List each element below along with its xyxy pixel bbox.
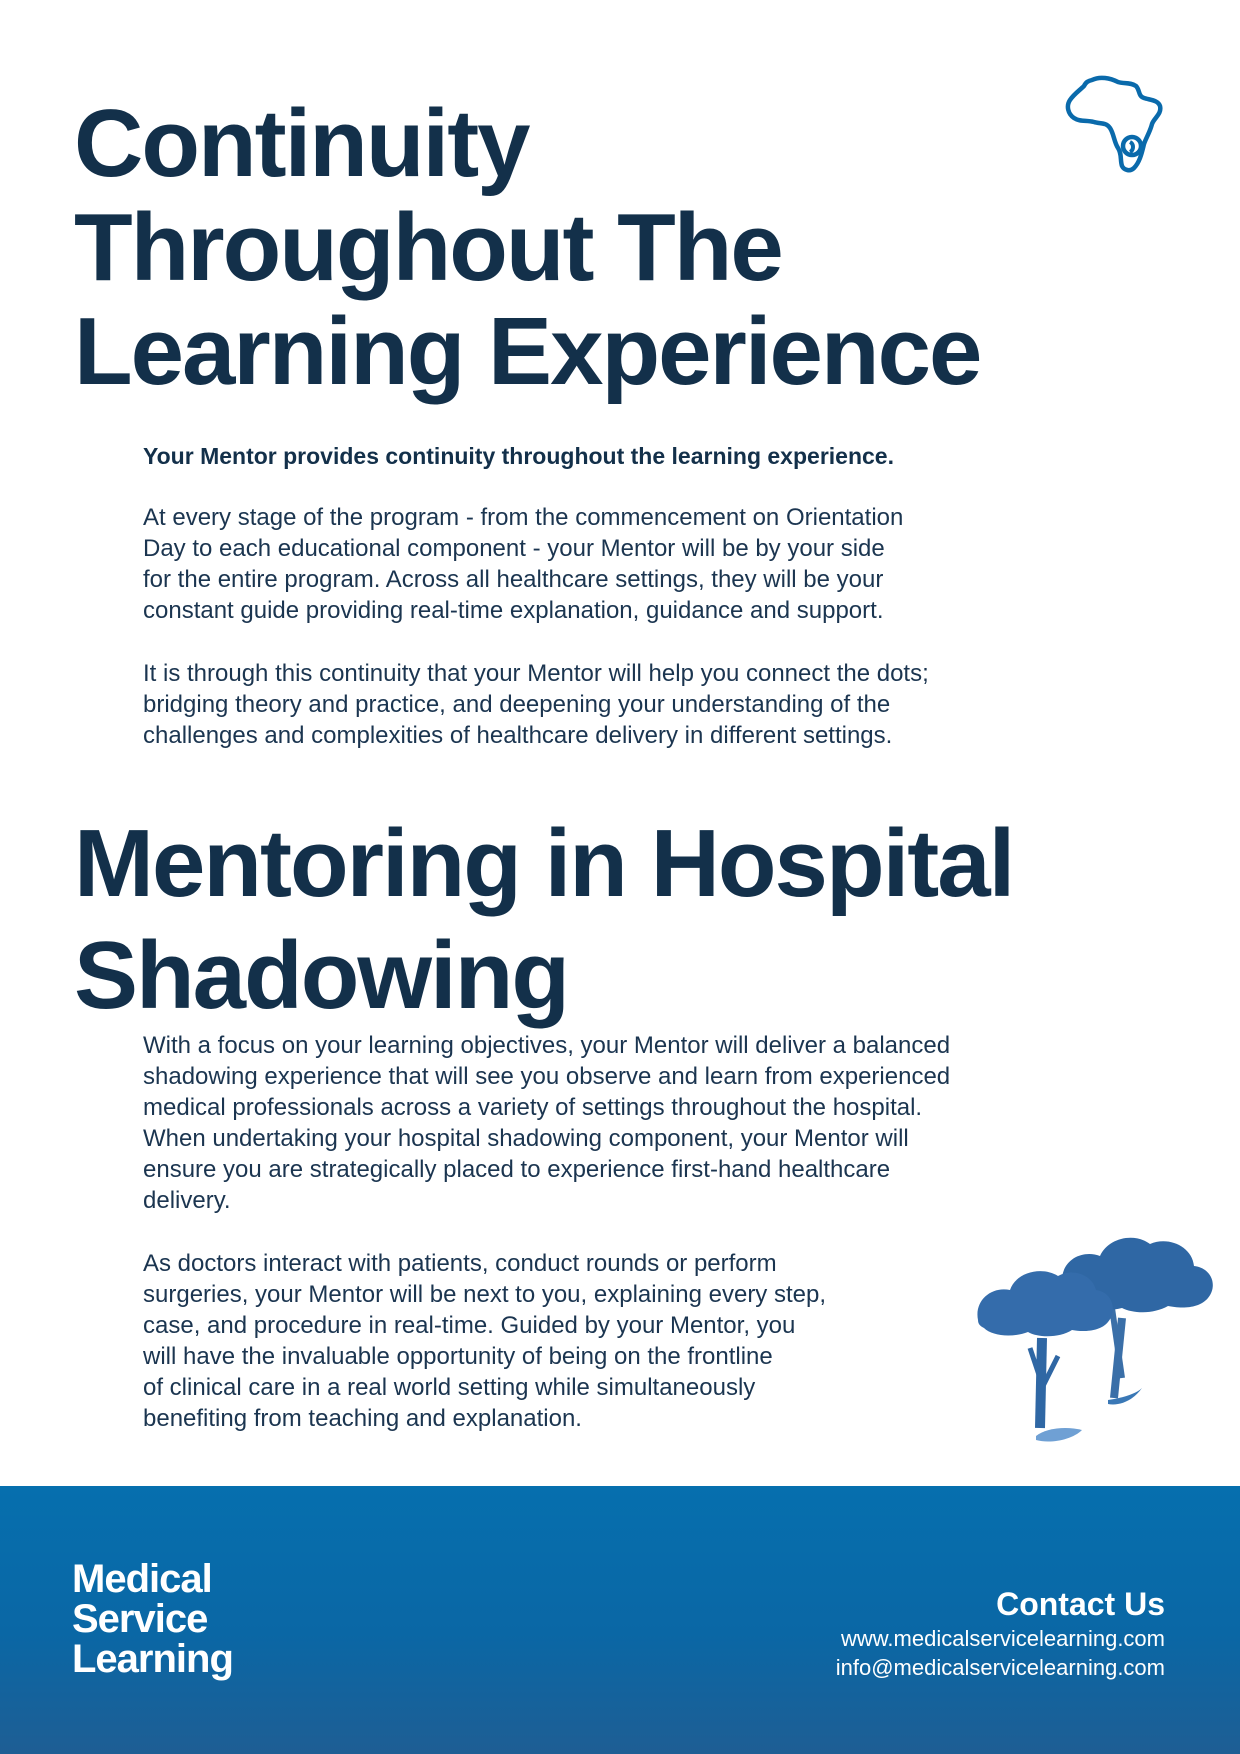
contact-title: Contact Us — [996, 1586, 1165, 1622]
title-line: Throughout The — [74, 194, 782, 301]
trees-illustration — [972, 1228, 1218, 1448]
footer — [0, 1486, 1240, 1754]
title-line: Mentoring in Hospital — [74, 810, 1014, 917]
section-continuity — [143, 440, 1123, 783]
brand-line: Medical — [72, 1557, 212, 1601]
brand-line: Service — [72, 1597, 208, 1641]
africa-map-icon — [1064, 72, 1164, 178]
paragraph: It is through this continuity that your Mentor will help you connect the dots; bridging theory and practice, and deepening your understanding of the challenges and complexities of healthcare delivery in different settings. — [143, 660, 929, 749]
paragraph: With a focus on your learning objectives, your Mentor will deliver a balanced shadowing experience that will see you observe and learn from experienced medical professionals across a variety of settings throughout the hospital. When undertaking your hospital shadowing component, your Mentor will ensure you are strategically placed to experience first-hand healthcare delivery. — [143, 1032, 951, 1214]
website-link[interactable]: www.medicalservicelearning.com — [840, 1626, 1165, 1651]
email-link[interactable]: info@medicalservicelearning.com — [835, 1655, 1165, 1680]
section-title — [74, 808, 1074, 1032]
contact-block — [836, 1584, 1165, 1682]
paragraph: As doctors interact with patients, conduct rounds or perform surgeries, your Mentor will be next to you, explaining every step, case, and procedure in real-time. Guided by your Mentor, you will have the invaluable opportunity of being on the frontline of clinical care in a real world setting while simultaneously benefiting from teaching and explanation. — [143, 1250, 827, 1432]
lead-text: Your Mentor provides continuity throughout the learning experience. — [143, 443, 894, 469]
title-line: Shadowing — [74, 922, 568, 1029]
paragraph: At every stage of the program - from the commencement on Orientation Day to each educational component - your Mentor will be by your side for the entire program. Across all healthcare settings, they will be your constant guide providing real-time explanation, guidance and support. — [143, 504, 904, 624]
title-line: Continuity — [74, 90, 529, 197]
brand-line: Learning — [72, 1637, 233, 1681]
brand-logo — [72, 1559, 233, 1679]
title-line: Learning Experience — [74, 298, 981, 405]
page-title — [74, 92, 1034, 404]
